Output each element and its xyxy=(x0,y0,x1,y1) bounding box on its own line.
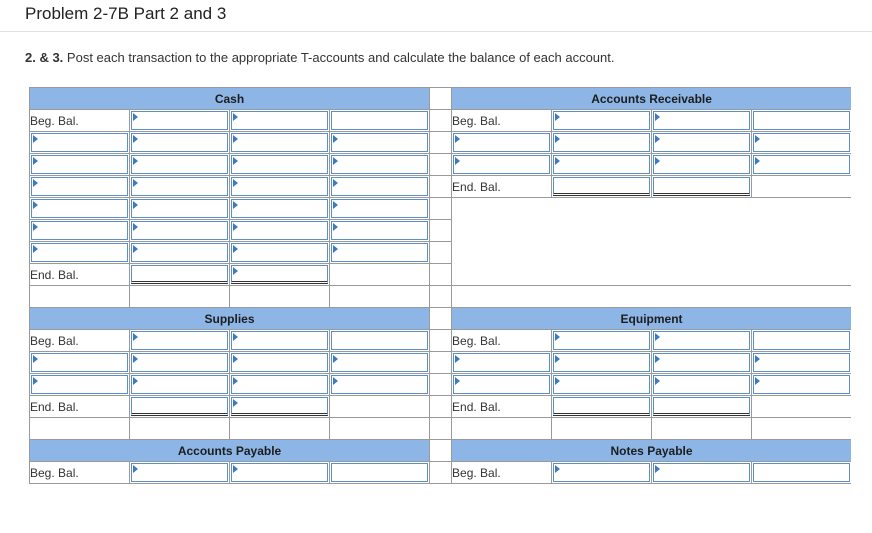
instructions-text: Post each transaction to the appropriate T-accounts and calculate the balance of each account. xyxy=(66,50,615,65)
ar-end-bal-credit-input[interactable] xyxy=(653,177,750,196)
np-beg-bal-amount-input[interactable] xyxy=(753,463,850,482)
t-accounts-grid xyxy=(29,87,851,533)
cash-entry-amount-cell xyxy=(330,242,430,264)
supplies-beg-bal-debit-cell xyxy=(130,330,230,352)
equipment-beg-bal-debit-input[interactable] xyxy=(553,331,650,350)
ar-beg-bal-label: Beg. Bal. xyxy=(452,110,552,132)
ar-entry-credit-input[interactable] xyxy=(653,133,750,152)
spacer-cell xyxy=(30,418,130,440)
dropdown-arrow-icon xyxy=(755,355,760,363)
cash-row-entry xyxy=(30,132,852,154)
ap-beg-bal-credit-input[interactable] xyxy=(231,463,328,482)
cash-entry-select[interactable] xyxy=(31,243,128,262)
dropdown-arrow-icon xyxy=(233,157,238,165)
equipment-end-bal-debit-cell xyxy=(552,396,652,418)
dropdown-arrow-icon xyxy=(655,355,660,363)
supplies-entry-debit-input[interactable] xyxy=(131,375,228,394)
ar-entry-select-cell xyxy=(452,132,552,154)
ap-beg-bal-debit-cell xyxy=(130,462,230,484)
dropdown-arrow-icon xyxy=(455,355,460,363)
supplies-beg-bal-label: Beg. Bal. xyxy=(30,330,130,352)
cash-entry-debit-input[interactable] xyxy=(131,199,228,218)
equipment-beg-bal-debit-cell xyxy=(552,330,652,352)
ar-beg-bal-credit-input[interactable] xyxy=(653,111,750,130)
cash-beg-bal-credit-input[interactable] xyxy=(231,111,328,130)
cash-entry-debit-input[interactable] xyxy=(131,155,228,174)
cash-entry-credit-cell xyxy=(230,154,330,176)
cash-row-entry xyxy=(30,198,852,220)
dropdown-arrow-icon xyxy=(655,333,660,341)
spacer-cell xyxy=(330,418,430,440)
cash-entry-amount-cell xyxy=(330,132,430,154)
dropdown-arrow-icon xyxy=(33,377,38,385)
cash-entry-debit-cell xyxy=(130,176,230,198)
ar-beg-bal-debit-input[interactable] xyxy=(553,111,650,130)
cash-entry-credit-input[interactable] xyxy=(231,199,328,218)
cash-entry-select-cell xyxy=(30,220,130,242)
supplies-entry-amount-cell xyxy=(330,374,430,396)
ap-beg-bal-credit-cell xyxy=(230,462,330,484)
dropdown-arrow-icon xyxy=(233,465,238,473)
separator-cell xyxy=(430,374,452,396)
cash-entry-select-cell xyxy=(30,154,130,176)
dropdown-arrow-icon xyxy=(333,201,338,209)
dropdown-arrow-icon xyxy=(333,157,338,165)
supplies-entry-select-cell xyxy=(30,352,130,374)
instructions xyxy=(25,50,614,65)
cash-end-bal-credit-cell xyxy=(230,264,330,286)
header-row-3 xyxy=(30,440,852,462)
ar-end-bal-label: End. Bal. xyxy=(452,176,552,198)
dropdown-arrow-icon xyxy=(33,201,38,209)
supplies-entry-amount-input[interactable] xyxy=(331,353,428,372)
np-beg-bal-label: Beg. Bal. xyxy=(452,462,552,484)
cash-entry-debit-input[interactable] xyxy=(131,177,228,196)
cash-end-bal-credit-input[interactable] xyxy=(231,265,328,284)
dropdown-arrow-icon xyxy=(233,113,238,121)
header-row-2 xyxy=(30,308,852,330)
dropdown-arrow-icon xyxy=(233,355,238,363)
dropdown-arrow-icon xyxy=(133,333,138,341)
t-accounts-table xyxy=(29,87,851,484)
np-beg-bal-debit-input[interactable] xyxy=(553,463,650,482)
equipment-header: Equipment xyxy=(452,308,851,330)
supplies-entry-select[interactable] xyxy=(31,375,128,394)
equipment-entry-credit-cell xyxy=(652,374,752,396)
separator-cell xyxy=(430,440,452,462)
cash-beg-bal-debit-cell xyxy=(130,110,230,132)
equipment-entry-amount-input[interactable] xyxy=(753,353,850,372)
dropdown-arrow-icon xyxy=(133,465,138,473)
cash-entry-debit-input[interactable] xyxy=(131,133,228,152)
ar-entry-credit-input[interactable] xyxy=(653,155,750,174)
cash-entry-credit-cell xyxy=(230,198,330,220)
equipment-end-bal-debit-input[interactable] xyxy=(553,397,650,416)
equipment-entry-amount-cell xyxy=(752,352,851,374)
dropdown-arrow-icon xyxy=(655,157,660,165)
cash-entry-debit-input[interactable] xyxy=(131,243,228,262)
ar-entry-credit-cell xyxy=(652,132,752,154)
dropdown-arrow-icon xyxy=(33,135,38,143)
dropdown-arrow-icon xyxy=(333,223,338,231)
separator-cell xyxy=(430,154,452,176)
dropdown-arrow-icon xyxy=(333,179,338,187)
ap-beg-bal-amount-cell xyxy=(330,462,430,484)
cash-entry-credit-input[interactable] xyxy=(231,221,328,240)
dropdown-arrow-icon xyxy=(555,135,560,143)
ap-beg-bal-amount-input[interactable] xyxy=(331,463,428,482)
ar-entry-select-cell xyxy=(452,154,552,176)
equipment-beg-bal-amount-input[interactable] xyxy=(753,331,850,350)
equipment-beg-bal-credit-input[interactable] xyxy=(653,331,750,350)
dropdown-arrow-icon xyxy=(755,135,760,143)
cash-entry-select-cell xyxy=(30,242,130,264)
ar-end-bal-debit-input[interactable] xyxy=(553,177,650,196)
dropdown-arrow-icon xyxy=(555,355,560,363)
equipment-entry-select-cell xyxy=(452,374,552,396)
cash-entry-debit-input[interactable] xyxy=(131,221,228,240)
cash-entry-select[interactable] xyxy=(31,199,128,218)
spacer-row xyxy=(30,418,852,440)
equipment-entry-amount-cell xyxy=(752,374,851,396)
cash-entry-amount-input[interactable] xyxy=(331,177,428,196)
separator-cell xyxy=(430,308,452,330)
supplies-row-beg xyxy=(30,330,852,352)
header-row-1 xyxy=(30,88,852,110)
ar-beg-bal-credit-cell xyxy=(652,110,752,132)
dropdown-arrow-icon xyxy=(33,223,38,231)
dropdown-arrow-icon xyxy=(233,245,238,253)
supplies-end-bal-amount-cell xyxy=(330,396,430,418)
cash-entry-credit-cell xyxy=(230,132,330,154)
supplies-entry-debit-cell xyxy=(130,352,230,374)
cash-entry-amount-input[interactable] xyxy=(331,155,428,174)
spacer-cell xyxy=(30,286,130,308)
ar-entry-select[interactable] xyxy=(453,133,550,152)
spacer-cell xyxy=(230,418,330,440)
equipment-entry-select-cell xyxy=(452,352,552,374)
dropdown-arrow-icon xyxy=(555,113,560,121)
supplies-end-bal-label: End. Bal. xyxy=(30,396,130,418)
ap-beg-bal-label: Beg. Bal. xyxy=(30,462,130,484)
ar-beg-bal-amount-cell xyxy=(752,110,851,132)
dropdown-arrow-icon xyxy=(655,377,660,385)
ar-entry-amount-cell xyxy=(752,154,851,176)
separator-cell xyxy=(430,462,452,484)
separator-cell xyxy=(430,198,452,220)
dropdown-arrow-icon xyxy=(455,157,460,165)
spacer-cell xyxy=(452,286,851,308)
separator-cell xyxy=(430,264,452,286)
supplies-beg-bal-debit-input[interactable] xyxy=(131,331,228,350)
cash-entry-debit-cell xyxy=(130,220,230,242)
supplies-end-bal-debit-cell xyxy=(130,396,230,418)
supplies-beg-bal-amount-cell xyxy=(330,330,430,352)
supplies-beg-bal-credit-input[interactable] xyxy=(231,331,328,350)
supplies-row-end xyxy=(30,396,852,418)
cash-beg-bal-amount-cell xyxy=(330,110,430,132)
dropdown-arrow-icon xyxy=(555,465,560,473)
equipment-entry-credit-cell xyxy=(652,352,752,374)
equipment-entry-select[interactable] xyxy=(453,353,550,372)
supplies-entry-amount-cell xyxy=(330,352,430,374)
ar-entry-debit-input[interactable] xyxy=(553,133,650,152)
dropdown-arrow-icon xyxy=(33,179,38,187)
dropdown-arrow-icon xyxy=(133,223,138,231)
separator-cell xyxy=(430,396,452,418)
dropdown-arrow-icon xyxy=(233,223,238,231)
accounts-payable-header: Accounts Payable xyxy=(30,440,430,462)
ar-end-bal-amount-cell xyxy=(752,176,851,198)
equipment-entry-credit-input[interactable] xyxy=(653,375,750,394)
cash-row-entry xyxy=(30,176,852,198)
ar-entry-amount-input[interactable] xyxy=(753,155,850,174)
np-beg-bal-debit-cell xyxy=(552,462,652,484)
spacer-cell xyxy=(452,418,552,440)
dropdown-arrow-icon xyxy=(233,135,238,143)
dropdown-arrow-icon xyxy=(555,333,560,341)
equipment-end-bal-label: End. Bal. xyxy=(452,396,552,418)
ar-entry-debit-cell xyxy=(552,154,652,176)
supplies-end-bal-credit-cell xyxy=(230,396,330,418)
dropdown-arrow-icon xyxy=(555,157,560,165)
supplies-end-bal-debit-input[interactable] xyxy=(131,397,228,416)
equipment-entry-debit-input[interactable] xyxy=(553,375,650,394)
separator-cell xyxy=(430,88,452,110)
ar-entry-debit-cell xyxy=(552,132,652,154)
cash-header: Cash xyxy=(30,88,430,110)
cash-entry-credit-cell xyxy=(230,176,330,198)
dropdown-arrow-icon xyxy=(333,245,338,253)
supplies-entry-debit-cell xyxy=(130,374,230,396)
cash-entry-credit-input[interactable] xyxy=(231,155,328,174)
spacer-cell xyxy=(130,286,230,308)
cash-entry-debit-cell xyxy=(130,242,230,264)
cash-entry-select-cell xyxy=(30,132,130,154)
cash-entry-select[interactable] xyxy=(31,221,128,240)
separator-cell xyxy=(430,242,452,264)
cash-entry-credit-input[interactable] xyxy=(231,133,328,152)
equipment-entry-debit-input[interactable] xyxy=(553,353,650,372)
supplies-entry-credit-cell xyxy=(230,374,330,396)
supplies-header: Supplies xyxy=(30,308,430,330)
cash-end-bal-debit-cell xyxy=(130,264,230,286)
dropdown-arrow-icon xyxy=(455,377,460,385)
dropdown-arrow-icon xyxy=(33,245,38,253)
equipment-end-bal-credit-cell xyxy=(652,396,752,418)
ar-entry-select[interactable] xyxy=(453,155,550,174)
np-beg-bal-credit-cell xyxy=(652,462,752,484)
cash-entry-debit-cell xyxy=(130,198,230,220)
dropdown-arrow-icon xyxy=(133,201,138,209)
dropdown-arrow-icon xyxy=(655,465,660,473)
cash-beg-bal-debit-input[interactable] xyxy=(131,111,228,130)
dropdown-arrow-icon xyxy=(133,179,138,187)
cash-row-beg xyxy=(30,110,852,132)
equipment-beg-bal-label: Beg. Bal. xyxy=(452,330,552,352)
cash-entry-select-cell xyxy=(30,176,130,198)
supplies-entry-credit-input[interactable] xyxy=(231,353,328,372)
dropdown-arrow-icon xyxy=(655,135,660,143)
cash-entry-credit-cell xyxy=(230,242,330,264)
supplies-entry-debit-input[interactable] xyxy=(131,353,228,372)
separator-cell xyxy=(430,110,452,132)
dropdown-arrow-icon xyxy=(133,377,138,385)
supplies-beg-bal-amount-input[interactable] xyxy=(331,331,428,350)
cash-beg-bal-label: Beg. Bal. xyxy=(30,110,130,132)
spacer-cell xyxy=(330,286,430,308)
ar-entry-amount-input[interactable] xyxy=(753,133,850,152)
ar-beg-bal-amount-input[interactable] xyxy=(753,111,850,130)
spacer-cell xyxy=(552,418,652,440)
ap-beg-bal-debit-input[interactable] xyxy=(131,463,228,482)
ar-end-bal-debit-cell xyxy=(552,176,652,198)
ar-entry-credit-cell xyxy=(652,154,752,176)
dropdown-arrow-icon xyxy=(333,135,338,143)
ar-beg-bal-debit-cell xyxy=(552,110,652,132)
np-beg-bal-credit-input[interactable] xyxy=(653,463,750,482)
equipment-beg-bal-credit-cell xyxy=(652,330,752,352)
np-beg-bal-amount-cell xyxy=(752,462,851,484)
cash-entry-amount-cell xyxy=(330,198,430,220)
dropdown-arrow-icon xyxy=(233,399,238,407)
dropdown-arrow-icon xyxy=(233,333,238,341)
dropdown-arrow-icon xyxy=(755,157,760,165)
cash-beg-bal-amount-input[interactable] xyxy=(331,111,428,130)
equipment-end-bal-credit-input[interactable] xyxy=(653,397,750,416)
ap-row-beg xyxy=(30,462,852,484)
cash-entry-amount-cell xyxy=(330,154,430,176)
cash-entry-select[interactable] xyxy=(31,155,128,174)
instructions-number: 2. & 3. xyxy=(25,50,64,65)
supplies-end-bal-credit-input[interactable] xyxy=(231,397,328,416)
separator-cell xyxy=(430,176,452,198)
dropdown-arrow-icon xyxy=(133,157,138,165)
equipment-entry-credit-input[interactable] xyxy=(653,353,750,372)
separator-cell xyxy=(430,330,452,352)
page-title: Problem 2-7B Part 2 and 3 xyxy=(25,4,227,23)
cash-entry-debit-cell xyxy=(130,132,230,154)
cash-end-bal-debit-input[interactable] xyxy=(131,265,228,284)
dropdown-arrow-icon xyxy=(233,201,238,209)
dropdown-arrow-icon xyxy=(33,355,38,363)
cash-entry-amount-input[interactable] xyxy=(331,199,428,218)
dropdown-arrow-icon xyxy=(333,355,338,363)
ar-entry-debit-input[interactable] xyxy=(553,155,650,174)
cash-beg-bal-credit-cell xyxy=(230,110,330,132)
dropdown-arrow-icon xyxy=(33,157,38,165)
supplies-entry-select-cell xyxy=(30,374,130,396)
dropdown-arrow-icon xyxy=(555,377,560,385)
title-divider xyxy=(0,31,872,32)
cash-entry-amount-cell xyxy=(330,176,430,198)
ar-empty-area xyxy=(452,198,851,286)
cash-entry-select[interactable] xyxy=(31,177,128,196)
separator-cell xyxy=(430,418,452,440)
cash-entry-credit-cell xyxy=(230,220,330,242)
dropdown-arrow-icon xyxy=(655,113,660,121)
spacer-cell xyxy=(752,418,851,440)
dropdown-arrow-icon xyxy=(755,377,760,385)
equipment-entry-debit-cell xyxy=(552,352,652,374)
cash-entry-credit-input[interactable] xyxy=(231,177,328,196)
dropdown-arrow-icon xyxy=(333,377,338,385)
cash-end-bal-amount-cell xyxy=(330,264,430,286)
equipment-entry-select[interactable] xyxy=(453,375,550,394)
ar-entry-amount-cell xyxy=(752,132,851,154)
dropdown-arrow-icon xyxy=(133,245,138,253)
cash-entry-amount-input[interactable] xyxy=(331,221,428,240)
accounts-receivable-header: Accounts Receivable xyxy=(452,88,851,110)
separator-cell xyxy=(430,286,452,308)
separator-cell xyxy=(430,132,452,154)
dropdown-arrow-icon xyxy=(133,113,138,121)
cash-entry-select-cell xyxy=(30,198,130,220)
supplies-entry-amount-input[interactable] xyxy=(331,375,428,394)
equipment-entry-amount-input[interactable] xyxy=(753,375,850,394)
supplies-row-entry xyxy=(30,374,852,396)
supplies-entry-credit-cell xyxy=(230,352,330,374)
cash-row-entry xyxy=(30,154,852,176)
cash-end-bal-label: End. Bal. xyxy=(30,264,130,286)
ar-end-bal-credit-cell xyxy=(652,176,752,198)
cash-entry-amount-input[interactable] xyxy=(331,243,428,262)
supplies-entry-credit-input[interactable] xyxy=(231,375,328,394)
spacer-cell xyxy=(652,418,752,440)
dropdown-arrow-icon xyxy=(455,135,460,143)
cash-entry-credit-input[interactable] xyxy=(231,243,328,262)
cash-entry-amount-cell xyxy=(330,220,430,242)
supplies-beg-bal-credit-cell xyxy=(230,330,330,352)
cash-entry-amount-input[interactable] xyxy=(331,133,428,152)
supplies-entry-select[interactable] xyxy=(31,353,128,372)
cash-entry-debit-cell xyxy=(130,154,230,176)
cash-entry-select[interactable] xyxy=(31,133,128,152)
spacer-cell xyxy=(230,286,330,308)
notes-payable-header: Notes Payable xyxy=(452,440,851,462)
dropdown-arrow-icon xyxy=(133,135,138,143)
dropdown-arrow-icon xyxy=(233,267,238,275)
separator-cell xyxy=(430,352,452,374)
dropdown-arrow-icon xyxy=(233,179,238,187)
supplies-row-entry xyxy=(30,352,852,374)
dropdown-arrow-icon xyxy=(133,355,138,363)
dropdown-arrow-icon xyxy=(233,377,238,385)
equipment-beg-bal-amount-cell xyxy=(752,330,851,352)
spacer-cell xyxy=(130,418,230,440)
equipment-end-bal-amount-cell xyxy=(752,396,851,418)
spacer-row xyxy=(30,286,852,308)
equipment-entry-debit-cell xyxy=(552,374,652,396)
separator-cell xyxy=(430,220,452,242)
